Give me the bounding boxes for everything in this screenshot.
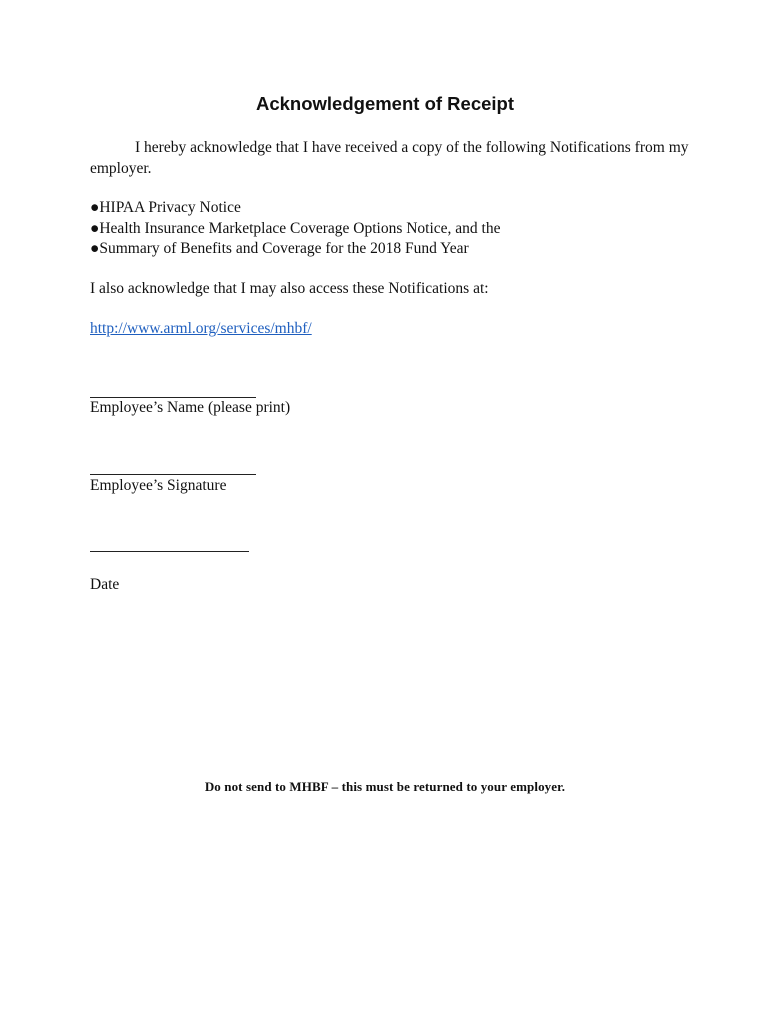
- footer-notice: Do not send to MHBF – this must be returned to your employer.: [204, 779, 566, 794]
- name-signature-line: [90, 397, 256, 398]
- signature-field-label: Employee’s Signature: [90, 477, 227, 494]
- access-statement: I also acknowledge that I may also access these Notifications at:: [90, 280, 489, 297]
- signature-line: [90, 474, 256, 475]
- list-item: ●Summary of Benefits and Coverage for the 2018 Fund Year: [90, 240, 469, 257]
- list-item: ●HIPAA Privacy Notice: [90, 199, 241, 216]
- name-field-label: Employee’s Name (please print): [90, 399, 291, 416]
- intro-paragraph: [90, 138, 690, 179]
- date-field-label: Date: [90, 576, 120, 593]
- page-title: Acknowledgement of Receipt: [255, 93, 514, 114]
- date-line: [90, 551, 249, 552]
- notifications-list: [90, 198, 690, 260]
- notifications-link[interactable]: http://www.arml.org/services/mhbf/: [90, 320, 312, 337]
- intro-text: I hereby acknowledge that I have received a copy of the following Notifications from my employer.: [90, 139, 689, 177]
- list-item: ●Health Insurance Marketplace Coverage Options Notice, and the: [90, 219, 501, 237]
